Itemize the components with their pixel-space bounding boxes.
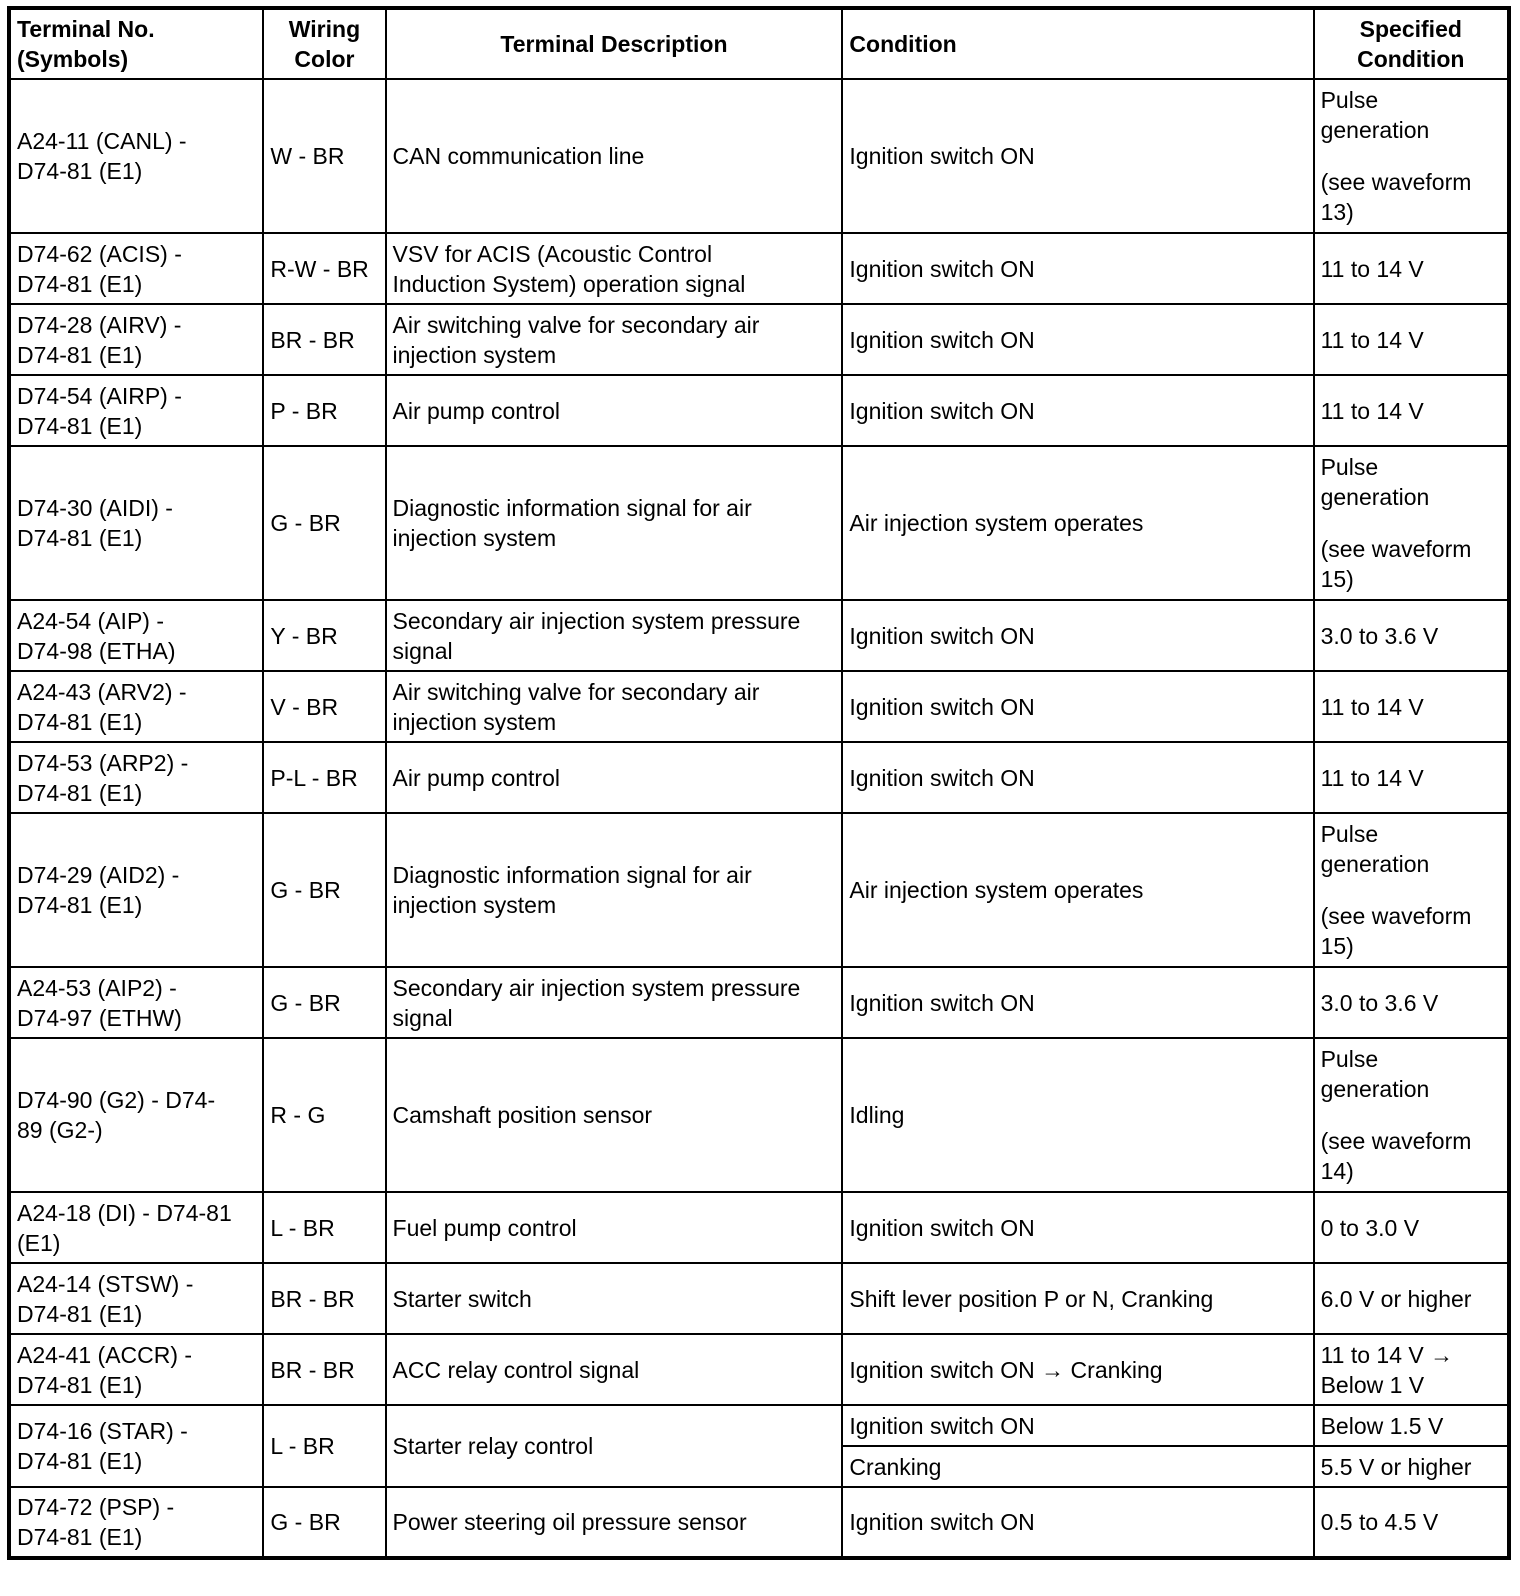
terminal-cell: A24-41 (ACCR) - D74-81 (E1): [9, 1334, 263, 1405]
wiring-color-cell: Y - BR: [263, 600, 385, 671]
description-cell: VSV for ACIS (Acoustic Control Induction System) operation signal: [386, 233, 843, 304]
terminal-cell: D74-90 (G2) - D74- 89 (G2-): [9, 1038, 263, 1192]
description-cell: Air switching valve for secondary air injection system: [386, 304, 843, 375]
description-cell: Secondary air injection system pressure signal: [386, 967, 843, 1038]
condition-cell: Ignition switch ON: [842, 742, 1313, 813]
header-row: [9, 8, 1509, 79]
specified-condition-cell: 0.5 to 4.5 V: [1314, 1487, 1509, 1558]
terminal-cell: D74-72 (PSP) - D74-81 (E1): [9, 1487, 263, 1558]
condition-cell: Shift lever position P or N, Cranking: [842, 1263, 1313, 1334]
table-row: [9, 671, 1509, 742]
description-cell: ACC relay control signal: [386, 1334, 843, 1405]
wiring-color-cell: G - BR: [263, 446, 385, 600]
specified-condition-cell: 5.5 V or higher: [1314, 1446, 1509, 1487]
description-cell: Air switching valve for secondary air injection system: [386, 671, 843, 742]
terminal-cell: A24-53 (AIP2) - D74-97 (ETHW): [9, 967, 263, 1038]
table-row: [9, 375, 1509, 446]
terminal-cell: D74-16 (STAR) - D74-81 (E1): [9, 1405, 263, 1487]
wiring-color-cell: G - BR: [263, 967, 385, 1038]
table-row: [9, 967, 1509, 1038]
table-row: [9, 79, 1509, 233]
condition-cell: Cranking: [842, 1446, 1313, 1487]
condition-cell: Ignition switch ON: [842, 233, 1313, 304]
condition-cell: Ignition switch ON: [842, 1405, 1313, 1446]
terminal-cell: D74-54 (AIRP) - D74-81 (E1): [9, 375, 263, 446]
terminal-table-page: [7, 6, 1511, 1560]
table-row: [9, 600, 1509, 671]
wiring-color-cell: G - BR: [263, 813, 385, 967]
description-cell: Fuel pump control: [386, 1192, 843, 1263]
description-cell: Air pump control: [386, 742, 843, 813]
terminal-cell: A24-14 (STSW) - D74-81 (E1): [9, 1263, 263, 1334]
condition-cell: Ignition switch ON: [842, 671, 1313, 742]
header-terminal-description: Terminal Description: [386, 8, 843, 79]
header-specified-condition: Specified Condition: [1314, 8, 1509, 79]
condition-cell: Ignition switch ON → Cranking: [842, 1334, 1313, 1405]
condition-cell: Ignition switch ON: [842, 375, 1313, 446]
table-row: [9, 1038, 1509, 1192]
wiring-color-cell: BR - BR: [263, 1334, 385, 1405]
table-row: [9, 233, 1509, 304]
table-row: [9, 1405, 1509, 1446]
terminal-cell: D74-53 (ARP2) - D74-81 (E1): [9, 742, 263, 813]
specified-condition-cell: Pulse generation (see waveform 13): [1314, 79, 1509, 233]
terminal-cell: D74-29 (AID2) - D74-81 (E1): [9, 813, 263, 967]
description-cell: Air pump control: [386, 375, 843, 446]
specified-condition-cell: 11 to 14 V: [1314, 671, 1509, 742]
specified-condition-cell: 11 to 14 V: [1314, 304, 1509, 375]
specified-condition-cell: Below 1.5 V: [1314, 1405, 1509, 1446]
condition-cell: Ignition switch ON: [842, 79, 1313, 233]
specified-condition-cell: 11 to 14 V: [1314, 742, 1509, 813]
wiring-color-cell: L - BR: [263, 1405, 385, 1487]
condition-cell: Air injection system operates: [842, 446, 1313, 600]
table-row: [9, 813, 1509, 967]
wiring-color-cell: V - BR: [263, 671, 385, 742]
description-cell: Camshaft position sensor: [386, 1038, 843, 1192]
table-row: [9, 1487, 1509, 1558]
wiring-color-cell: R-W - BR: [263, 233, 385, 304]
header-wiring-color: Wiring Color: [263, 8, 385, 79]
specified-condition-cell: 11 to 14 V → Below 1 V: [1314, 1334, 1509, 1405]
table-row: [9, 1334, 1509, 1405]
condition-cell: Ignition switch ON: [842, 304, 1313, 375]
specified-condition-cell: Pulse generation (see waveform 14): [1314, 1038, 1509, 1192]
specified-condition-cell: 3.0 to 3.6 V: [1314, 967, 1509, 1038]
specified-condition-cell: Pulse generation (see waveform 15): [1314, 446, 1509, 600]
description-cell: Diagnostic information signal for air injection system: [386, 813, 843, 967]
terminal-cell: D74-28 (AIRV) - D74-81 (E1): [9, 304, 263, 375]
table-row: [9, 304, 1509, 375]
specified-condition-cell: 0 to 3.0 V: [1314, 1192, 1509, 1263]
specified-condition-cell: 11 to 14 V: [1314, 233, 1509, 304]
table-row: [9, 1263, 1509, 1334]
terminal-cell: A24-11 (CANL) - D74-81 (E1): [9, 79, 263, 233]
description-cell: Starter relay control: [386, 1405, 843, 1487]
specified-condition-cell: 3.0 to 3.6 V: [1314, 600, 1509, 671]
wiring-color-cell: G - BR: [263, 1487, 385, 1558]
terminal-cell: D74-62 (ACIS) - D74-81 (E1): [9, 233, 263, 304]
wiring-color-cell: L - BR: [263, 1192, 385, 1263]
condition-cell: Ignition switch ON: [842, 600, 1313, 671]
description-cell: Diagnostic information signal for air injection system: [386, 446, 843, 600]
terminal-cell: A24-54 (AIP) - D74-98 (ETHA): [9, 600, 263, 671]
terminal-cell: D74-30 (AIDI) - D74-81 (E1): [9, 446, 263, 600]
terminal-cell: A24-43 (ARV2) - D74-81 (E1): [9, 671, 263, 742]
table-row: [9, 742, 1509, 813]
condition-cell: Ignition switch ON: [842, 1487, 1313, 1558]
table-row: [9, 1192, 1509, 1263]
description-cell: Secondary air injection system pressure signal: [386, 600, 843, 671]
wiring-color-cell: P - BR: [263, 375, 385, 446]
specified-condition-cell: 11 to 14 V: [1314, 375, 1509, 446]
condition-cell: Ignition switch ON: [842, 967, 1313, 1038]
wiring-color-cell: W - BR: [263, 79, 385, 233]
specified-condition-cell: 6.0 V or higher: [1314, 1263, 1509, 1334]
wiring-color-cell: BR - BR: [263, 304, 385, 375]
description-cell: Starter switch: [386, 1263, 843, 1334]
wiring-color-cell: R - G: [263, 1038, 385, 1192]
condition-cell: Air injection system operates: [842, 813, 1313, 967]
table-row: [9, 446, 1509, 600]
condition-cell: Ignition switch ON: [842, 1192, 1313, 1263]
wiring-color-cell: BR - BR: [263, 1263, 385, 1334]
description-cell: CAN communication line: [386, 79, 843, 233]
terminal-cell: A24-18 (DI) - D74-81 (E1): [9, 1192, 263, 1263]
terminal-specification-table: [7, 6, 1511, 1560]
header-condition: Condition: [842, 8, 1313, 79]
header-terminal-no: Terminal No. (Symbols): [9, 8, 263, 79]
description-cell: Power steering oil pressure sensor: [386, 1487, 843, 1558]
specified-condition-cell: Pulse generation (see waveform 15): [1314, 813, 1509, 967]
wiring-color-cell: P-L - BR: [263, 742, 385, 813]
condition-cell: Idling: [842, 1038, 1313, 1192]
